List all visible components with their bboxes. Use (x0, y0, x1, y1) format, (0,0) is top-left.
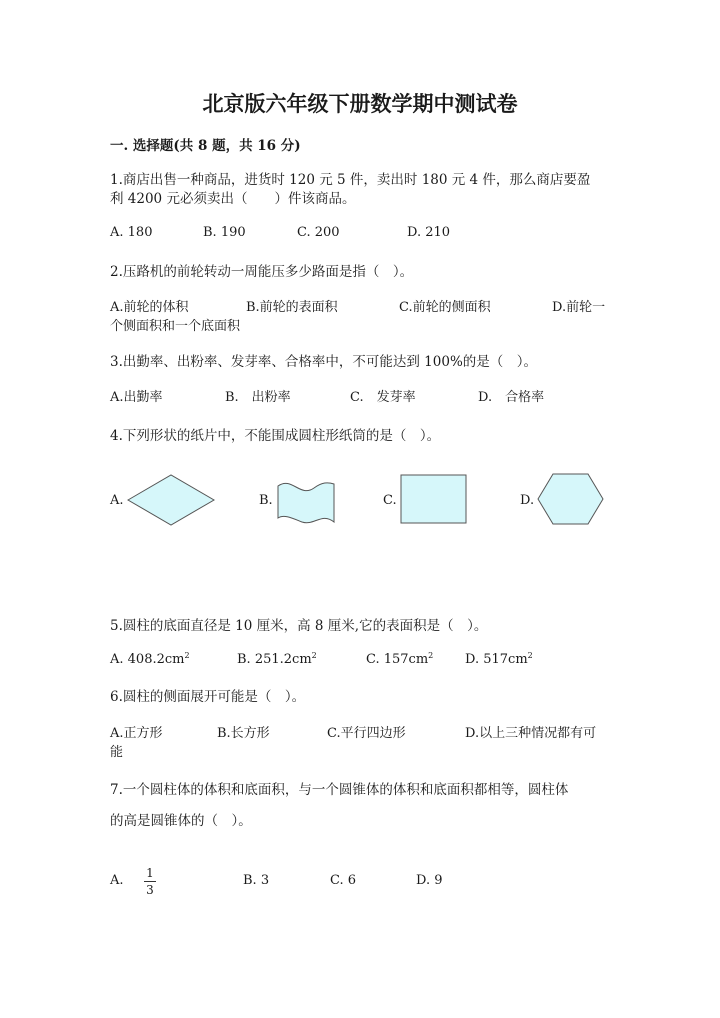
q7-option-c[interactable]: C. 6 (330, 873, 357, 888)
q7-option-d[interactable]: D. 9 (416, 873, 443, 888)
q7-option-b[interactable]: B. 3 (243, 873, 270, 888)
q6-option-d[interactable]: D.以上三种情况都有可 (465, 726, 597, 741)
q7-text-line2: 的高是圆锥体的（ ）。 (110, 813, 252, 829)
q5-option-a[interactable]: A. $408.2cm^2$ (110, 651, 190, 667)
q3-option-a[interactable]: A.出勤率 (110, 390, 163, 405)
q1-option-c[interactable]: C. 200 (297, 225, 340, 240)
rectangle-shape (399, 473, 469, 525)
q2-option-a[interactable]: A.前轮的体积 (110, 300, 189, 315)
fraction-denominator: 3 (146, 883, 154, 897)
q5-text: 5.圆柱的底面直径是 10 厘米，高 8 厘米,它的表面积是（ ）。 (110, 618, 488, 634)
q5-option-d[interactable]: D. $517cm^2$ (465, 651, 533, 667)
q1-option-a[interactable]: A. 180 (110, 225, 153, 240)
q3-option-b[interactable]: B. 出粉率 (225, 390, 291, 405)
q2-option-b[interactable]: B.前轮的表面积 (246, 300, 338, 315)
q1-option-d[interactable]: D. 210 (407, 225, 451, 240)
q3-option-d[interactable]: D. 合格率 (478, 390, 545, 405)
q6-option-c[interactable]: C.平行四边形 (327, 726, 406, 741)
q3-option-c[interactable]: C. 发芽率 (350, 390, 416, 405)
fraction-bar (144, 881, 156, 882)
rhombus-shape (125, 472, 217, 528)
fraction-one-third (144, 866, 156, 897)
q4-option-c[interactable]: C. (383, 493, 397, 508)
q7-text-line1: 7.一个圆柱体的体积和底面积，与一个圆锥体的体积和底面积都相等，圆柱体 (110, 782, 569, 798)
q4-option-a[interactable]: A. (110, 493, 124, 508)
q4-option-b[interactable]: B. (259, 493, 273, 508)
q1-text-line2: 利 4200 元必须卖出（ ）件该商品。 (110, 191, 356, 207)
q2-text: 2.压路机的前轮转动一周能压多少路面是指（ ）。 (110, 264, 414, 280)
q4-text: 4.下列形状的纸片中，不能围成圆柱形纸筒的是（ ）。 (110, 428, 441, 444)
q6-option-d-continued: 能 (110, 745, 124, 760)
q6-option-a[interactable]: A.正方形 (110, 726, 163, 741)
hexagon-shape (536, 472, 606, 526)
page-title: 北京版六年级下册数学期中测试卷 (202, 91, 518, 116)
q4-option-d[interactable]: D. (520, 493, 535, 508)
q7-option-a[interactable]: A. (110, 873, 124, 888)
fraction-numerator: 1 (146, 866, 154, 880)
q5-option-b[interactable]: B. $251.2cm^2$ (237, 651, 317, 667)
q2-option-d-continued: 个侧面积和一个底面积 (110, 319, 241, 334)
wavy-band-shape (274, 478, 338, 526)
q2-option-d[interactable]: D.前轮一 (552, 300, 606, 315)
q1-text-line1: 1.商店出售一种商品，进货时 120 元 5 件，卖出时 180 元 4 件，那么商店要盈 (110, 172, 591, 188)
q1-option-b[interactable]: B. 190 (203, 225, 246, 240)
q6-text: 6.圆柱的侧面展开可能是（ ）。 (110, 689, 306, 705)
section-heading: 一. 选择题(共 8 题，共 16 分) (110, 138, 301, 154)
q6-option-b[interactable]: B.长方形 (217, 726, 270, 741)
q5-option-c[interactable]: C. $157cm^2$ (366, 651, 434, 667)
q2-option-c[interactable]: C.前轮的侧面积 (399, 300, 491, 315)
q3-text: 3.出勤率、出粉率、发芽率、合格率中，不可能达到 100%的是（ ）。 (110, 354, 538, 370)
